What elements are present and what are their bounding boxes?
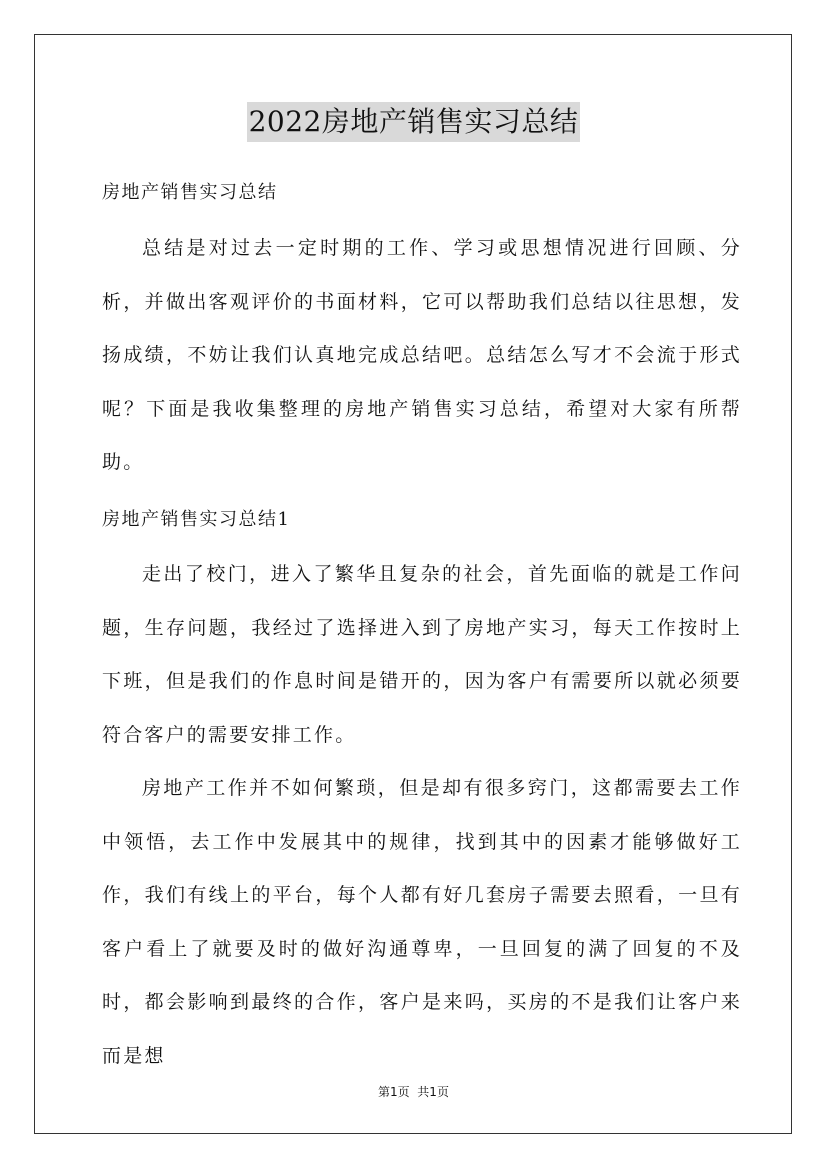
section1-paragraph-2: 房地产工作并不如何繁琐，但是却有很多窍门，这都需要去工作中领悟，去工作中发展其中的规律，找到其中的因素才能够做好工作，我们有线上的平台，每个人都有好几套房子需要去照看，一旦有客户看上了就要及时的做好沟通尊卑，一旦回复的满了回复的不及时，都会影响到最终的合作，客户是来吗，买房的不是我们让客户来而是想 — [102, 777, 742, 1067]
intro-heading: 房地产销售实习总结 — [102, 182, 278, 203]
title-container — [0, 102, 827, 142]
section1-heading: 房地产销售实习总结1 — [102, 509, 291, 530]
page-number-footer: 第1页 共1页 — [378, 1085, 449, 1099]
document-title: 2022房地产销售实习总结 — [247, 102, 581, 142]
section1-paragraph-1: 走出了校门，进入了繁华且复杂的社会，首先面临的就是工作问题，生存问题，我经过了选择进入到了房地产实习，每天工作按时上下班，但是我们的作息时间是错开的，因为客户有需要所以就必须要符合客户的需要安排工作。 — [102, 563, 742, 746]
intro-paragraph: 总结是对过去一定时期的工作、学习或思想情况进行回顾、分析，并做出客观评价的书面材料，它可以帮助我们总结以往思想，发扬成绩，不妨让我们认真地完成总结吧。总结怎么写才不会流于形式呢？下面是我收集整理的房地产销售实习总结，希望对大家有所帮助。 — [102, 237, 742, 473]
